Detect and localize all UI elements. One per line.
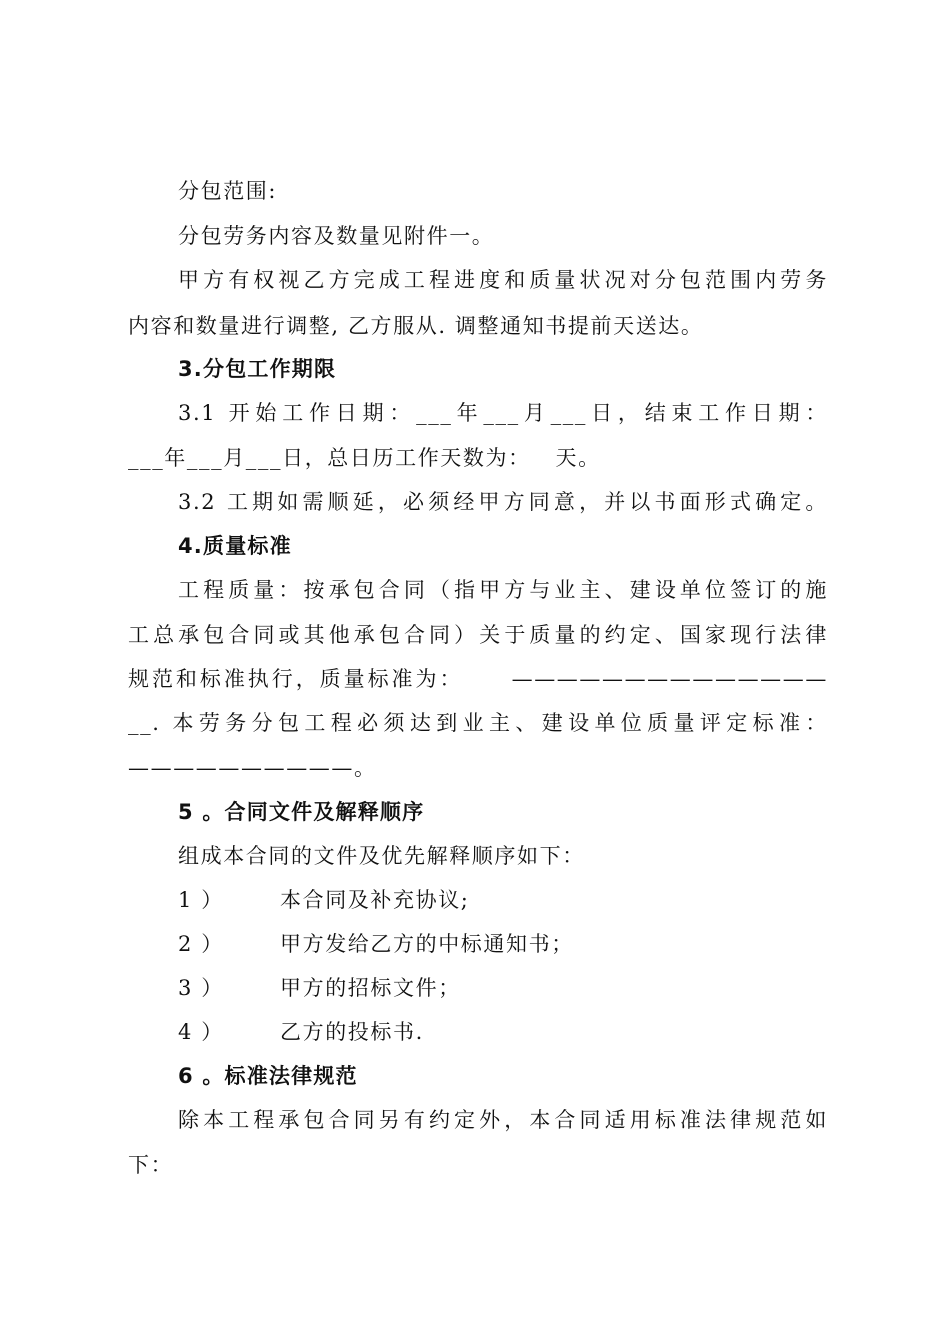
list-item-number: 4 ） [178,1020,224,1044]
clause-3-1-line-1: 3.1 开始工作日期：___年___月___日，结束工作日期： [178,401,828,425]
section-4-heading: 4.质量标准 [178,534,292,558]
section-6-heading: 6 。标准法律规范 [178,1064,358,1088]
section-5-heading: 5 。合同文件及解释顺序 [178,800,425,824]
clause-3-1-line-2: ___年___月___日，总日历工作天数为： 天。 [128,446,601,470]
list-item-text: 本合同及补充协议; [280,888,470,912]
section-3-heading: 3.分包工作期限 [178,357,337,381]
scope-label: 分包范围: [178,179,278,203]
quality-line-2: 工总承包合同或其他承包合同）关于质量的约定、国家现行法律 [128,623,828,647]
list-item-text: 甲方发给乙方的中标通知书； [280,932,574,956]
adjust-paragraph-line-1: 甲方有权视乙方完成工程进度和质量状况对分包范围内劳务 [178,268,828,292]
list-item-text: 乙方的投标书. [280,1020,424,1044]
adjust-paragraph-line-2: 内容和数量进行调整, 乙方服从. 调整通知书提前天送达。 [128,314,704,338]
list-item-number: 3 ） [178,976,224,1000]
quality-line-4: __. 本劳务分包工程必须达到业主、建设单位质量评定标准： [128,711,828,735]
quality-line-3: 规范和标准执行，质量标准为： —————————————— [128,667,828,691]
section-6-line-2: 下： [128,1153,174,1177]
quality-line-5: ——————————。 [128,756,377,780]
list-item-text: 甲方的招标文件； [280,976,461,1000]
list-item-number: 1 ） [178,888,224,912]
list-item-number: 2 ） [178,932,224,956]
section-6-line-1: 除本工程承包合同另有约定外，本合同适用标准法律规范如 [178,1108,828,1132]
scope-content: 分包劳务内容及数量见附件一。 [178,224,495,248]
section-5-intro: 组成本合同的文件及优先解释顺序如下： [178,844,585,868]
quality-line-1: 工程质量：按承包合同（指甲方与业主、建设单位签订的施 [178,578,828,602]
clause-3-2: 3.2 工期如需顺延，必须经甲方同意，并以书面形式确定。 [178,490,828,514]
